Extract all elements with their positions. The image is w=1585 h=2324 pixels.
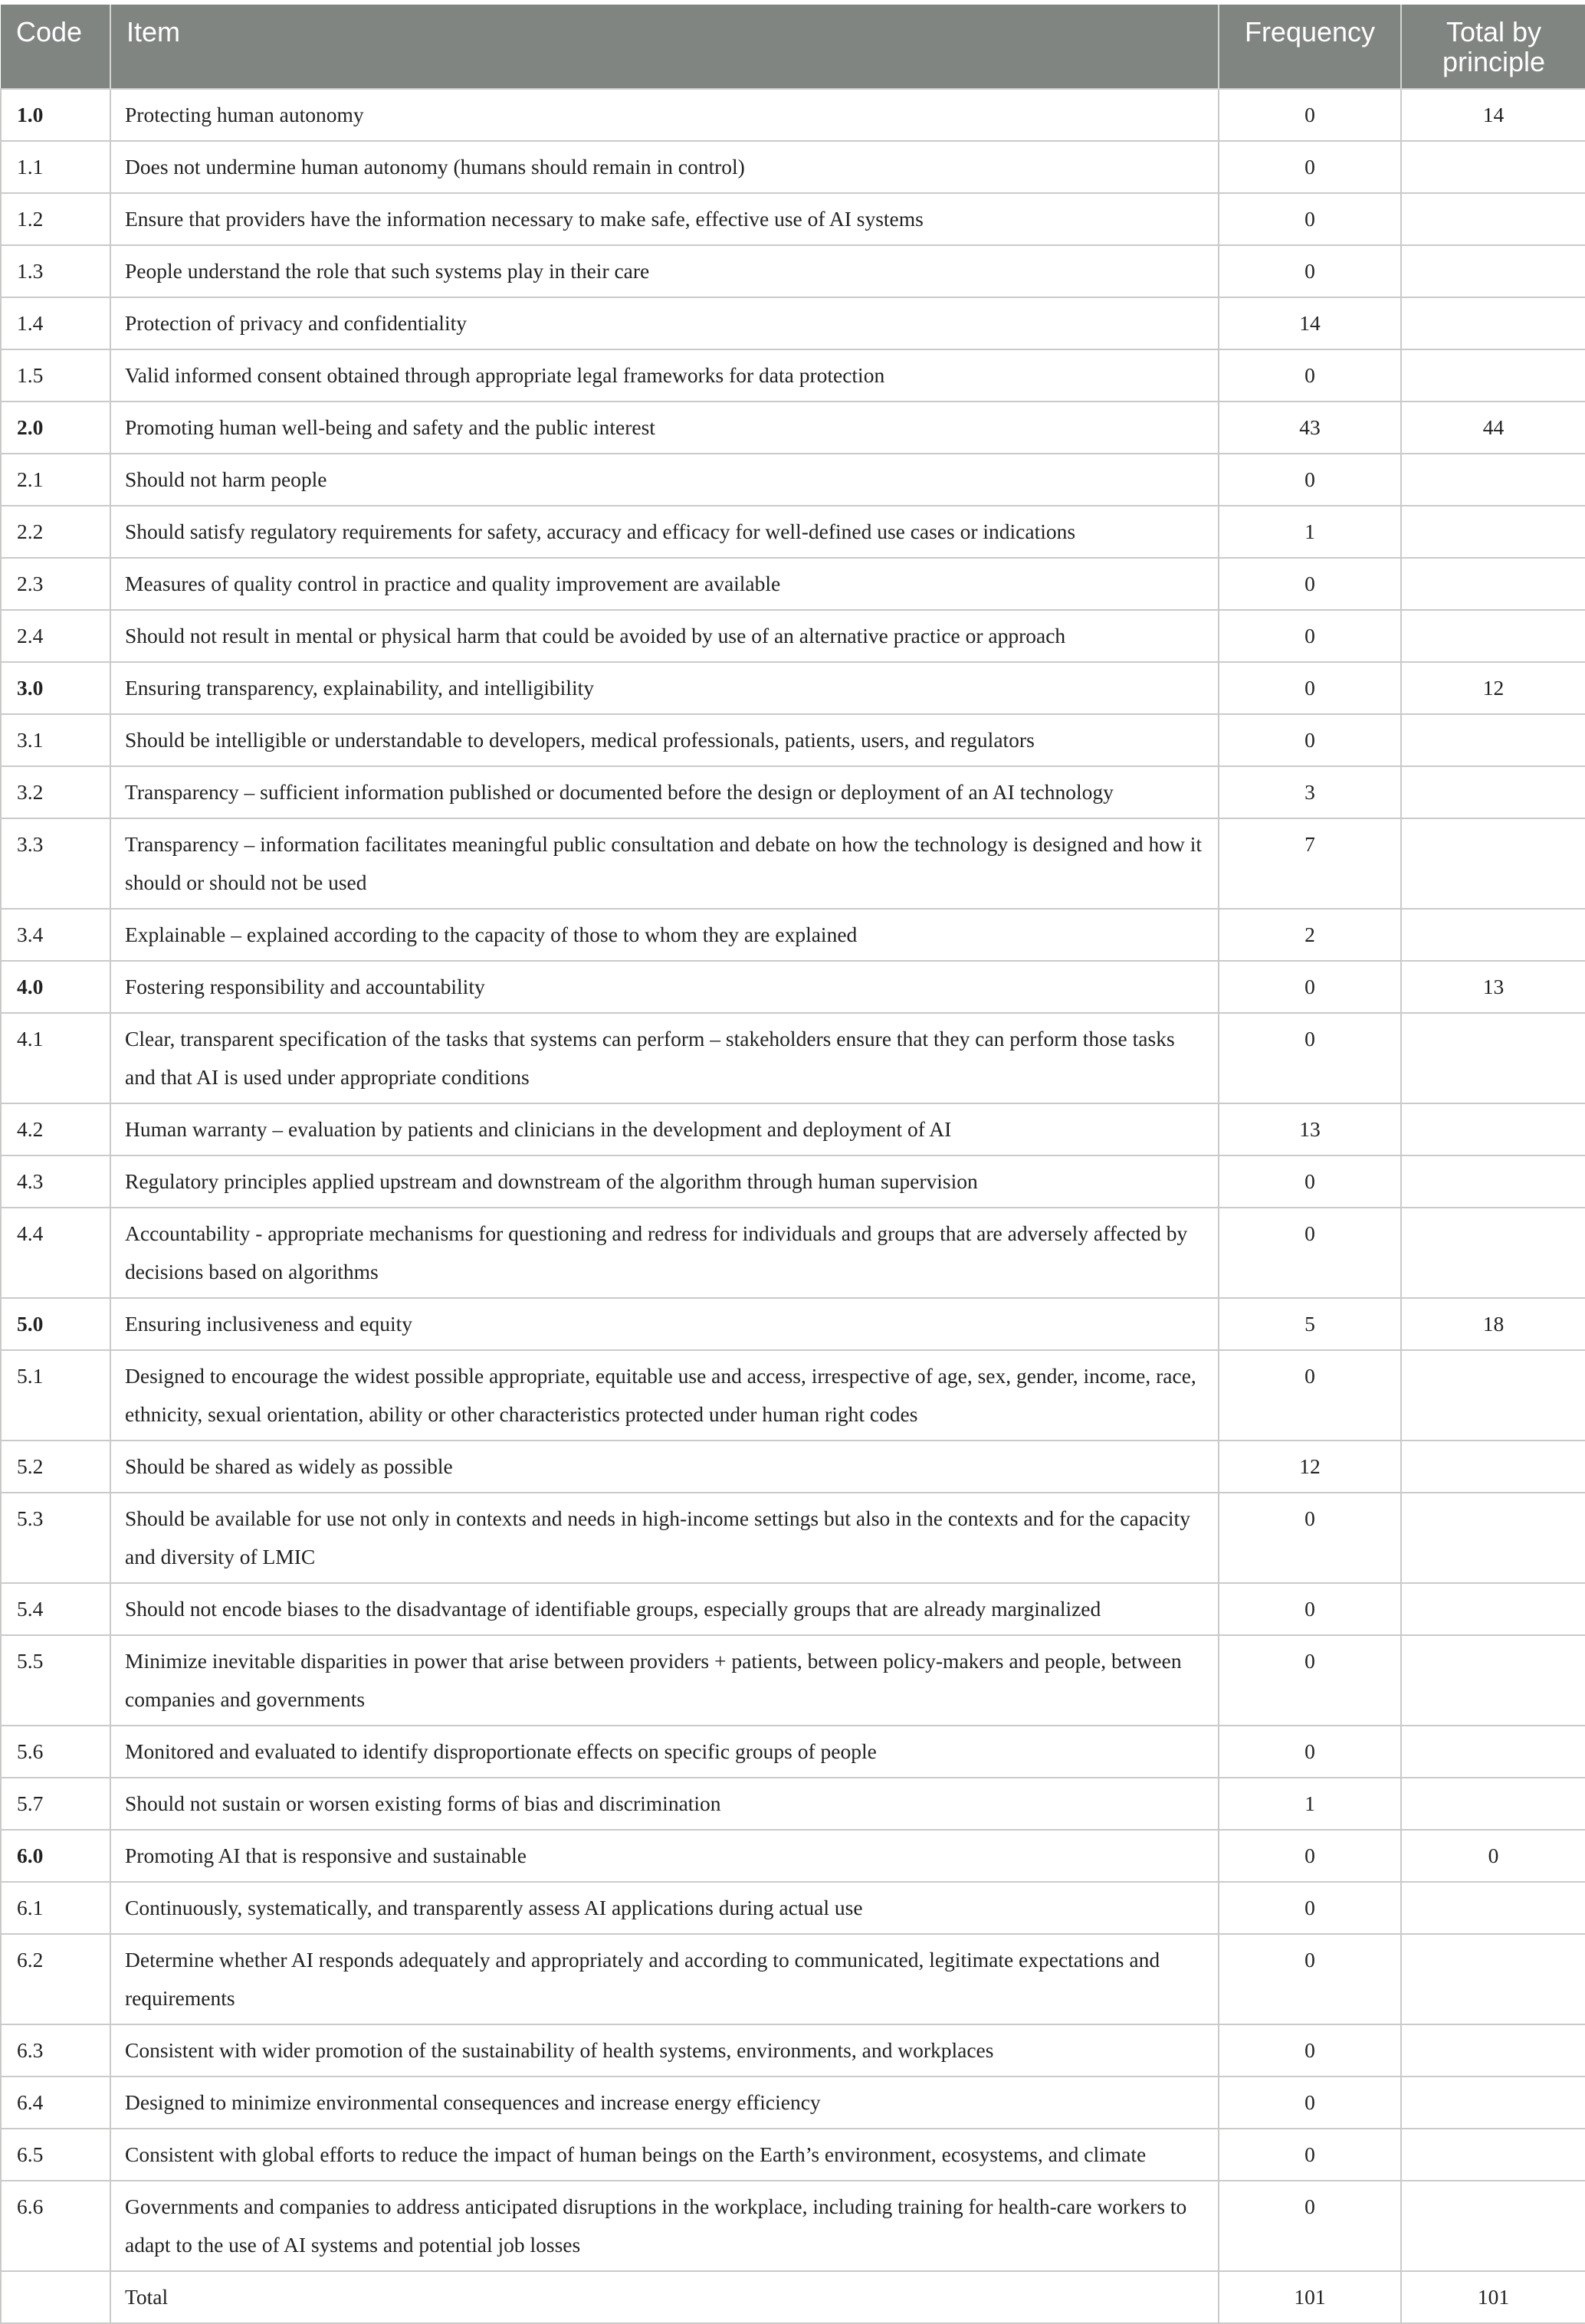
cell-frequency: 1 [1219, 506, 1401, 558]
cell-total-by-principle: 18 [1401, 1298, 1585, 1350]
header-frequency: Frequency [1219, 5, 1401, 89]
cell-frequency: 0 [1219, 2181, 1401, 2271]
cell-code: 4.1 [1, 1013, 110, 1103]
cell-code: 1.4 [1, 297, 110, 349]
cell-code: 4.3 [1, 1155, 110, 1208]
table-row [1, 1350, 1585, 1441]
cell-code: 2.3 [1, 558, 110, 610]
cell-total-by-principle [1401, 714, 1585, 766]
cell-code: 1.0 [1, 89, 110, 141]
cell-item: Should not sustain or worsen existing forms of bias and discrimination [110, 1778, 1219, 1830]
cell-frequency: 0 [1219, 1934, 1401, 2024]
cell-code: 2.1 [1, 454, 110, 506]
cell-frequency: 0 [1219, 961, 1401, 1013]
table-row [1, 1441, 1585, 1493]
cell-total-by-principle [1401, 1635, 1585, 1726]
total-row [1, 2271, 1585, 2323]
cell-total-by-principle [1401, 1103, 1585, 1155]
cell-item: Designed to minimize environmental consequences and increase energy efficiency [110, 2077, 1219, 2129]
table-row [1, 1726, 1585, 1778]
table-row [1, 1155, 1585, 1208]
cell-frequency: 13 [1219, 1103, 1401, 1155]
table-row [1, 454, 1585, 506]
cell-item: People understand the role that such systems play in their care [110, 245, 1219, 297]
cell-total-by-principle [1401, 766, 1585, 818]
cell-frequency: 0 [1219, 1830, 1401, 1882]
cell-frequency: 101 [1219, 2271, 1401, 2323]
cell-item: Valid informed consent obtained through appropriate legal frameworks for data protection [110, 349, 1219, 402]
table-row [1, 909, 1585, 961]
table-row [1, 349, 1585, 402]
cell-code: 6.3 [1, 2024, 110, 2077]
table-body [1, 89, 1585, 2323]
cell-frequency: 2 [1219, 909, 1401, 961]
cell-frequency: 0 [1219, 1013, 1401, 1103]
cell-total-by-principle [1401, 1208, 1585, 1298]
cell-frequency: 0 [1219, 1493, 1401, 1583]
cell-code: 6.1 [1, 1882, 110, 1934]
cell-item: Consistent with wider promotion of the sustainability of health systems, environments, and workplaces [110, 2024, 1219, 2077]
cell-item: Protection of privacy and confidentiality [110, 297, 1219, 349]
cell-code: 6.5 [1, 2129, 110, 2181]
cell-item: Should be available for use not only in contexts and needs in high-income settings but also in the contexts and for the capacity and diversity of LMIC [110, 1493, 1219, 1583]
table-row [1, 2129, 1585, 2181]
cell-frequency: 43 [1219, 402, 1401, 454]
principle-row [1, 402, 1585, 454]
header-item: Item [110, 5, 1219, 89]
cell-total-by-principle: 44 [1401, 402, 1585, 454]
principles-table-container [0, 5, 1585, 2324]
cell-item: Protecting human autonomy [110, 89, 1219, 141]
cell-code: 1.2 [1, 193, 110, 245]
cell-item: Monitored and evaluated to identify disproportionate effects on specific groups of people [110, 1726, 1219, 1778]
table-row [1, 766, 1585, 818]
cell-total-by-principle: 101 [1401, 2271, 1585, 2323]
cell-item: Continuously, systematically, and transparently assess AI applications during actual use [110, 1882, 1219, 1934]
cell-code: 6.2 [1, 1934, 110, 2024]
cell-item: Ensure that providers have the information necessary to make safe, effective use of AI systems [110, 193, 1219, 245]
cell-frequency: 5 [1219, 1298, 1401, 1350]
table-row [1, 1583, 1585, 1635]
cell-frequency: 14 [1219, 297, 1401, 349]
table-row [1, 818, 1585, 909]
cell-code: 3.0 [1, 662, 110, 714]
cell-item: Ensuring transparency, explainability, and intelligibility [110, 662, 1219, 714]
cell-item: Should be intelligible or understandable to developers, medical professionals, patients, users, and regulators [110, 714, 1219, 766]
cell-total-by-principle [1401, 2077, 1585, 2129]
cell-code [1, 2271, 110, 2323]
cell-item: Regulatory principles applied upstream and downstream of the algorithm through human supervision [110, 1155, 1219, 1208]
table-row [1, 297, 1585, 349]
table-row [1, 610, 1585, 662]
cell-total-by-principle: 12 [1401, 662, 1585, 714]
cell-frequency: 7 [1219, 818, 1401, 909]
cell-code: 3.4 [1, 909, 110, 961]
cell-item: Transparency – information facilitates meaningful public consultation and debate on how the technology is designed and how it should or should not be used [110, 818, 1219, 909]
cell-total-by-principle [1401, 558, 1585, 610]
cell-total-by-principle [1401, 1583, 1585, 1635]
cell-frequency: 0 [1219, 1882, 1401, 1934]
cell-frequency: 0 [1219, 454, 1401, 506]
cell-item: Explainable – explained according to the capacity of those to whom they are explained [110, 909, 1219, 961]
cell-item: Ensuring inclusiveness and equity [110, 1298, 1219, 1350]
cell-item: Human warranty – evaluation by patients and clinicians in the development and deployment of AI [110, 1103, 1219, 1155]
cell-code: 5.3 [1, 1493, 110, 1583]
table-row [1, 2024, 1585, 2077]
principle-row [1, 89, 1585, 141]
principle-row [1, 662, 1585, 714]
cell-frequency: 0 [1219, 558, 1401, 610]
cell-code: 2.2 [1, 506, 110, 558]
cell-item: Designed to encourage the widest possible appropriate, equitable use and access, irrespective of age, sex, gender, income, race, ethnicity, sexual orientation, ability or other characteristics protected under human right codes [110, 1350, 1219, 1441]
cell-item: Accountability - appropriate mechanisms for questioning and redress for individuals and groups that are adversely affected by decisions based on algorithms [110, 1208, 1219, 1298]
cell-item: Does not undermine human autonomy (humans should remain in control) [110, 141, 1219, 193]
cell-item: Clear, transparent specification of the tasks that systems can perform – stakeholders ensure that they can perform those tasks and that AI is used under appropriate conditions [110, 1013, 1219, 1103]
cell-total-by-principle [1401, 818, 1585, 909]
table-row [1, 141, 1585, 193]
cell-code: 1.5 [1, 349, 110, 402]
table-header [1, 5, 1585, 89]
cell-total-by-principle [1401, 1155, 1585, 1208]
cell-frequency: 0 [1219, 714, 1401, 766]
cell-item: Fostering responsibility and accountability [110, 961, 1219, 1013]
cell-total-by-principle [1401, 2024, 1585, 2077]
cell-total-by-principle [1401, 1350, 1585, 1441]
cell-item: Should not harm people [110, 454, 1219, 506]
cell-total-by-principle [1401, 297, 1585, 349]
cell-total-by-principle [1401, 506, 1585, 558]
cell-total-by-principle [1401, 1441, 1585, 1493]
cell-frequency: 0 [1219, 2077, 1401, 2129]
cell-item: Consistent with global efforts to reduce the impact of human beings on the Earth’s environment, ecosystems, and climate [110, 2129, 1219, 2181]
header-total-by-principle: Total by principle [1401, 5, 1585, 89]
cell-code: 6.6 [1, 2181, 110, 2271]
table-row [1, 1493, 1585, 1583]
table-row [1, 245, 1585, 297]
cell-frequency: 0 [1219, 245, 1401, 297]
cell-frequency: 0 [1219, 1350, 1401, 1441]
cell-frequency: 0 [1219, 141, 1401, 193]
cell-frequency: 3 [1219, 766, 1401, 818]
cell-code: 4.4 [1, 1208, 110, 1298]
table-row [1, 2181, 1585, 2271]
cell-item: Total [110, 2271, 1219, 2323]
cell-total-by-principle [1401, 1882, 1585, 1934]
cell-code: 1.1 [1, 141, 110, 193]
table-row [1, 2077, 1585, 2129]
cell-frequency: 0 [1219, 1155, 1401, 1208]
cell-item: Should satisfy regulatory requirements for safety, accuracy and efficacy for well-defined use cases or indications [110, 506, 1219, 558]
cell-code: 6.0 [1, 1830, 110, 1882]
cell-item: Should not result in mental or physical harm that could be avoided by use of an alternative practice or approach [110, 610, 1219, 662]
table-row [1, 1882, 1585, 1934]
cell-total-by-principle [1401, 2181, 1585, 2271]
cell-total-by-principle [1401, 909, 1585, 961]
table-row [1, 558, 1585, 610]
header-code: Code [1, 5, 110, 89]
cell-total-by-principle [1401, 1726, 1585, 1778]
cell-item: Should be shared as widely as possible [110, 1441, 1219, 1493]
cell-item: Transparency – sufficient information published or documented before the design or deployment of an AI technology [110, 766, 1219, 818]
cell-total-by-principle [1401, 193, 1585, 245]
cell-code: 5.6 [1, 1726, 110, 1778]
table-row [1, 1208, 1585, 1298]
cell-frequency: 0 [1219, 1208, 1401, 1298]
cell-item: Measures of quality control in practice and quality improvement are available [110, 558, 1219, 610]
cell-code: 4.0 [1, 961, 110, 1013]
cell-code: 1.3 [1, 245, 110, 297]
cell-frequency: 1 [1219, 1778, 1401, 1830]
cell-total-by-principle [1401, 141, 1585, 193]
table-row [1, 1013, 1585, 1103]
cell-frequency: 0 [1219, 2129, 1401, 2181]
cell-code: 3.1 [1, 714, 110, 766]
table-row [1, 1635, 1585, 1726]
cell-total-by-principle [1401, 349, 1585, 402]
cell-frequency: 0 [1219, 1726, 1401, 1778]
cell-total-by-principle [1401, 1934, 1585, 2024]
table-row [1, 506, 1585, 558]
principle-row [1, 1298, 1585, 1350]
cell-total-by-principle: 14 [1401, 89, 1585, 141]
cell-frequency: 0 [1219, 1583, 1401, 1635]
cell-code: 5.0 [1, 1298, 110, 1350]
table-row [1, 1778, 1585, 1830]
cell-item: Promoting human well-being and safety and the public interest [110, 402, 1219, 454]
cell-frequency: 0 [1219, 349, 1401, 402]
cell-item: Promoting AI that is responsive and sustainable [110, 1830, 1219, 1882]
cell-total-by-principle [1401, 610, 1585, 662]
table-row [1, 714, 1585, 766]
principle-row [1, 1830, 1585, 1882]
cell-frequency: 0 [1219, 193, 1401, 245]
cell-code: 5.1 [1, 1350, 110, 1441]
cell-total-by-principle: 0 [1401, 1830, 1585, 1882]
cell-total-by-principle: 13 [1401, 961, 1585, 1013]
cell-code: 3.3 [1, 818, 110, 909]
cell-total-by-principle [1401, 245, 1585, 297]
cell-code: 2.0 [1, 402, 110, 454]
cell-item: Minimize inevitable disparities in power that arise between providers + patients, between policy-makers and people, between companies and governments [110, 1635, 1219, 1726]
cell-frequency: 0 [1219, 662, 1401, 714]
cell-total-by-principle [1401, 1778, 1585, 1830]
cell-code: 4.2 [1, 1103, 110, 1155]
table-row [1, 1103, 1585, 1155]
cell-code: 5.4 [1, 1583, 110, 1635]
cell-frequency: 12 [1219, 1441, 1401, 1493]
cell-total-by-principle [1401, 1013, 1585, 1103]
cell-code: 3.2 [1, 766, 110, 818]
cell-item: Determine whether AI responds adequately and appropriately and according to communicated, legitimate expectations and requirements [110, 1934, 1219, 2024]
principles-table [0, 5, 1585, 2324]
cell-total-by-principle [1401, 454, 1585, 506]
table-row [1, 1934, 1585, 2024]
table-row [1, 193, 1585, 245]
cell-code: 2.4 [1, 610, 110, 662]
cell-frequency: 0 [1219, 89, 1401, 141]
cell-frequency: 0 [1219, 610, 1401, 662]
cell-code: 6.4 [1, 2077, 110, 2129]
cell-frequency: 0 [1219, 1635, 1401, 1726]
principle-row [1, 961, 1585, 1013]
cell-code: 5.7 [1, 1778, 110, 1830]
cell-frequency: 0 [1219, 2024, 1401, 2077]
cell-total-by-principle [1401, 1493, 1585, 1583]
cell-item: Should not encode biases to the disadvantage of identifiable groups, especially groups that are already marginalized [110, 1583, 1219, 1635]
cell-code: 5.5 [1, 1635, 110, 1726]
cell-total-by-principle [1401, 2129, 1585, 2181]
cell-item: Governments and companies to address anticipated disruptions in the workplace, including training for health-care workers to adapt to the use of AI systems and potential job losses [110, 2181, 1219, 2271]
header-row [1, 5, 1585, 89]
cell-code: 5.2 [1, 1441, 110, 1493]
